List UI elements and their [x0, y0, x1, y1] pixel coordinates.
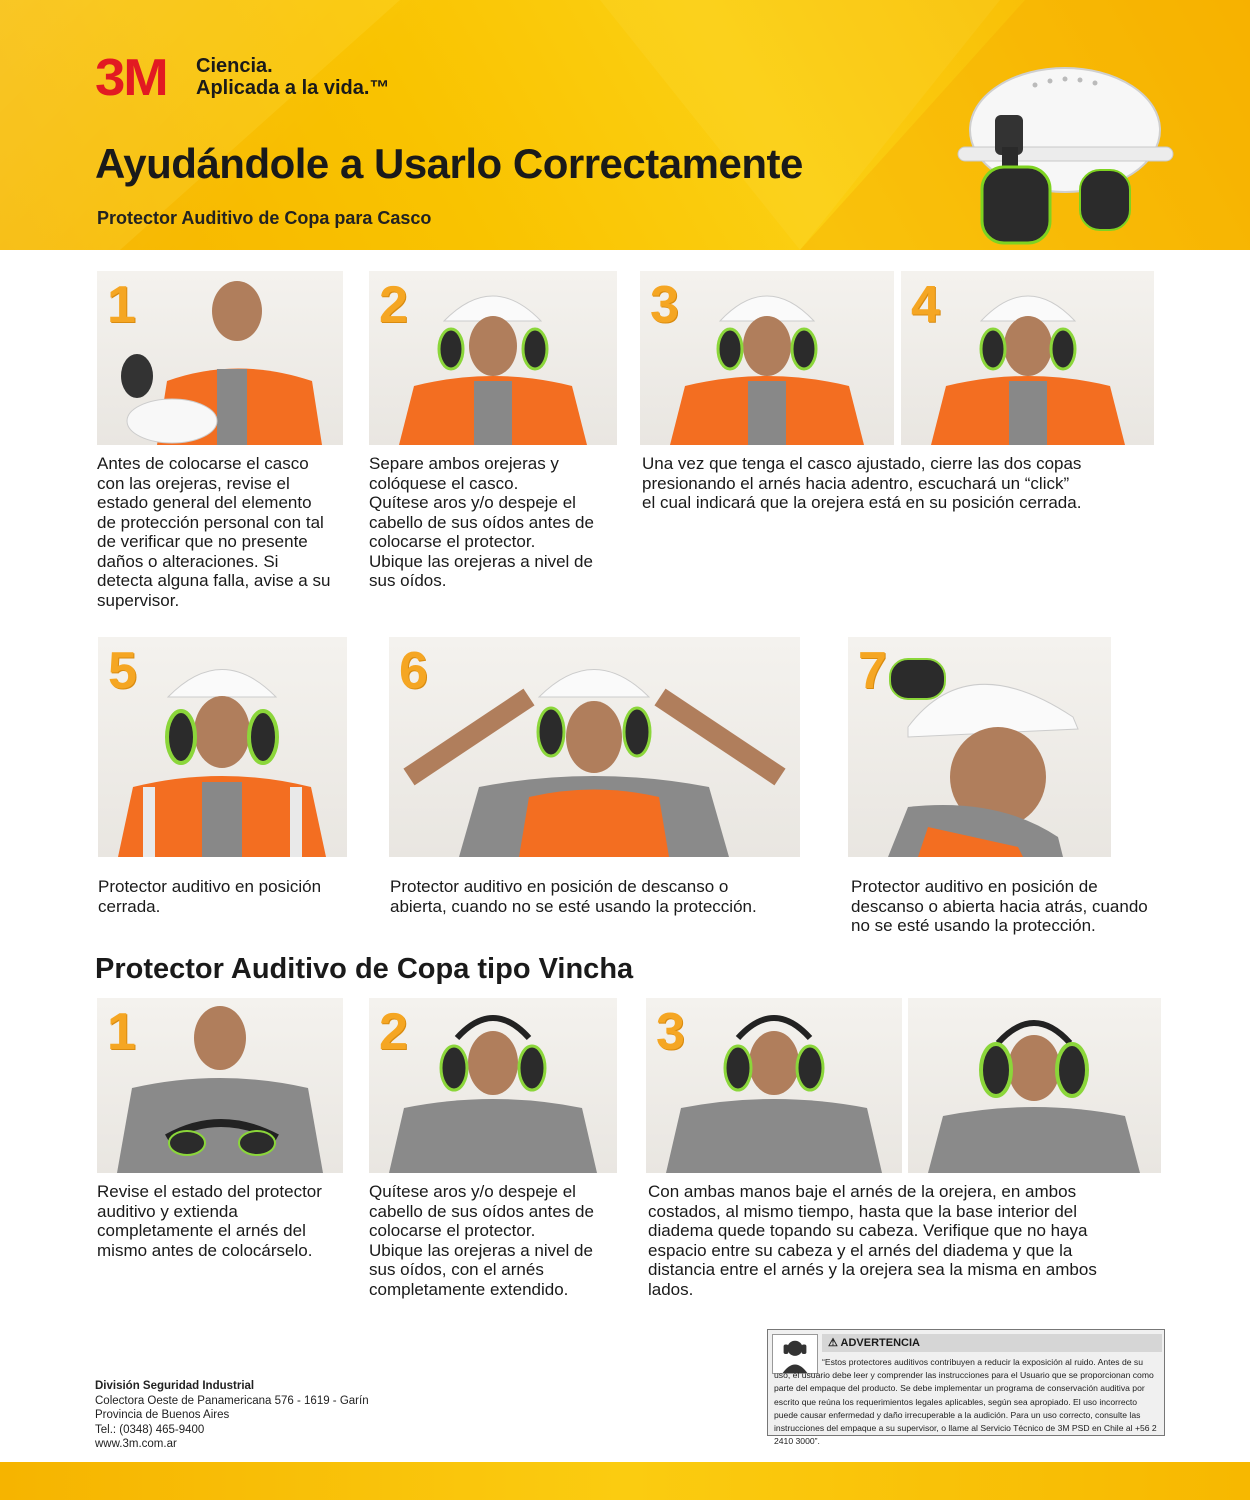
caption-line: colocarse el protector. [369, 532, 536, 551]
caption-line: Separe ambos orejeras y [369, 454, 559, 473]
caption-line: completamente el arnés del [97, 1221, 306, 1240]
vincha-step-3-photo [646, 998, 902, 1173]
step-3-photo [640, 271, 894, 445]
division-name: División Seguridad Industrial [95, 1380, 255, 1392]
section-title-vincha: Protector Auditivo de Copa tipo Vincha [95, 953, 634, 985]
caption-line: Una vez que tenga el casco ajustado, cierre las dos copas [642, 454, 1082, 473]
step-3-4-caption [642, 454, 1162, 513]
step-2-photo [369, 271, 617, 445]
caption-line: colocarse el protector. [369, 1221, 536, 1240]
caption-line: Con ambas manos baje el arnés de la orejera, en ambos [648, 1182, 1077, 1201]
step-1-number: 1 [107, 276, 136, 334]
caption-line: Revise el estado del protector [97, 1182, 322, 1201]
caption-line: completamente extendido. [369, 1279, 569, 1299]
caption-line: detecta alguna falla, avise a su [97, 571, 331, 590]
brand-logo: 3M [95, 49, 167, 107]
step-7-number: 7 [858, 642, 887, 700]
step-6-caption [390, 877, 820, 916]
address-line: Colectora Oeste de Panamericana 576 - 1619 - Garín [95, 1394, 369, 1407]
step-2-caption [369, 454, 634, 591]
caption-line: Protector auditivo en posición [98, 877, 322, 896]
caption-line: sus oídos. [369, 571, 447, 590]
caption-line: Ubique las orejeras a nivel de [369, 1240, 593, 1260]
contact-info [95, 1379, 369, 1452]
step-6-photo [389, 637, 800, 857]
vincha-step-2-number: 2 [379, 1003, 408, 1061]
vincha-step-2-photo [369, 998, 617, 1173]
caption-line: lados. [648, 1279, 694, 1299]
website-link[interactable]: www.3m.com.ar [95, 1438, 177, 1450]
caption-line: estado general del elemento [97, 493, 312, 512]
caption-line: con las orejeras, revise el [97, 473, 290, 493]
page-title: Ayudándole a Usarlo Correctamente [95, 140, 803, 187]
caption-line: diadema quede topando su cabeza. Verifique que no haya [648, 1221, 1088, 1240]
vincha-step-1-number: 1 [107, 1003, 136, 1061]
step-1-caption [97, 454, 362, 610]
earmuffs-rest-position-image [389, 637, 800, 857]
caption-line: supervisor. [97, 590, 180, 610]
helmet-earmuff-illustration [940, 55, 1180, 245]
caption-line: Antes de colocarse el casco [97, 454, 309, 473]
caption-line: daños o alteraciones. Si [97, 551, 279, 571]
caption-line: cabello de sus oídos antes de [369, 1201, 594, 1221]
earmuffs-back-rest-position-image [848, 637, 1111, 857]
step-5-caption [98, 877, 368, 916]
caption-line: de verificar que no presente [97, 532, 308, 551]
caption-line: presionando el arnés hacia adentro, escuchará un “click” [642, 473, 1070, 493]
step-7-caption [851, 877, 1201, 936]
caption-line: Ubique las orejeras a nivel de [369, 551, 593, 571]
step-1-photo [97, 271, 343, 445]
caption-line: auditivo y extienda [97, 1201, 238, 1221]
caption-line: descanso o abierta hacia atrás, cuando [851, 896, 1148, 916]
province-line: Provincia de Buenos Aires [95, 1409, 230, 1421]
caption-line: cerrada. [98, 896, 161, 916]
caption-line: cabello de sus oídos antes de [369, 512, 594, 532]
caption-line: sus oídos, con el arnés [369, 1260, 544, 1279]
warning-box [767, 1329, 1165, 1447]
vincha-step-1-photo [97, 998, 343, 1173]
vincha-step-2-caption [369, 1182, 634, 1299]
caption-line: el cual indicará que la orejera está en su posición cerrada. [642, 493, 1082, 512]
caption-line: espacio entre su cabeza y el arnés del diadema y que la [648, 1240, 1073, 1260]
caption-line: Protector auditivo en posición de [851, 877, 1098, 896]
brand-tagline [196, 55, 389, 99]
caption-line: Quítese aros y/o despeje el [369, 1182, 576, 1201]
warning-heading: ⚠ ADVERTENCIA [822, 1334, 1162, 1352]
caption-line: costados, al mismo tiempo, hasta que la base interior del [648, 1201, 1078, 1221]
warning-text: “Estos protectores auditivos contribuyen a reducir la exposición al ruido. Antes de su uso, el usuario debe leer y comprender las instrucciones para el Usuario que se proporcionan como parte del empaque del producto. Se debe implementar un programa de conservación auditiva por escrito que reúna los requerimientos legales aplicables, según sea apropiado. El uso incorrecto puede causar enfermedad y daño irrecuperable a la audición. Para un uso correcto, consulte las instrucciones del empaque a su supervisor, o llame al Servicio Técnico de 3M PSD en Chile al +56 2 2410 3000”. [774, 1357, 1157, 1447]
caption-line: mismo antes de colocárselo. [97, 1240, 313, 1260]
caption-line: de protección personal con tal [97, 512, 324, 532]
vincha-step-1-caption [97, 1182, 362, 1260]
person-wearing-earmuffs-image [908, 998, 1161, 1173]
step-4-photo [901, 271, 1154, 445]
caption-line: Protector auditivo en posición de descanso o [390, 877, 729, 896]
tagline-line2: Aplicada a la vida.™ [196, 77, 390, 99]
caption-line: no se esté usando la protección. [851, 916, 1096, 935]
caption-line: distancia entre el arnés y la orejera sea la misma en ambos [648, 1260, 1097, 1279]
header-banner [0, 0, 1250, 250]
vincha-step-3b-photo [908, 998, 1161, 1173]
tagline-line1: Ciencia. [196, 55, 273, 77]
step-5-number: 5 [108, 642, 137, 700]
step-3-number: 3 [650, 276, 679, 334]
vincha-step-3-number: 3 [656, 1003, 685, 1061]
phone-line: Tel.: (0348) 465-9400 [95, 1423, 205, 1436]
vincha-step-3-caption [648, 1182, 1168, 1299]
caption-line: abierta, cuando no se esté usando la protección. [390, 896, 757, 916]
step-4-number: 4 [911, 276, 940, 334]
caption-line: Quítese aros y/o despeje el [369, 493, 576, 512]
bottom-band [0, 1462, 1250, 1500]
step-5-photo [98, 637, 347, 857]
step-6-number: 6 [399, 642, 428, 700]
step-7-photo [848, 637, 1111, 857]
step-2-number: 2 [379, 276, 408, 334]
caption-line: colóquese el casco. [369, 473, 519, 493]
page-subtitle: Protector Auditivo de Copa para Casco [97, 208, 432, 228]
